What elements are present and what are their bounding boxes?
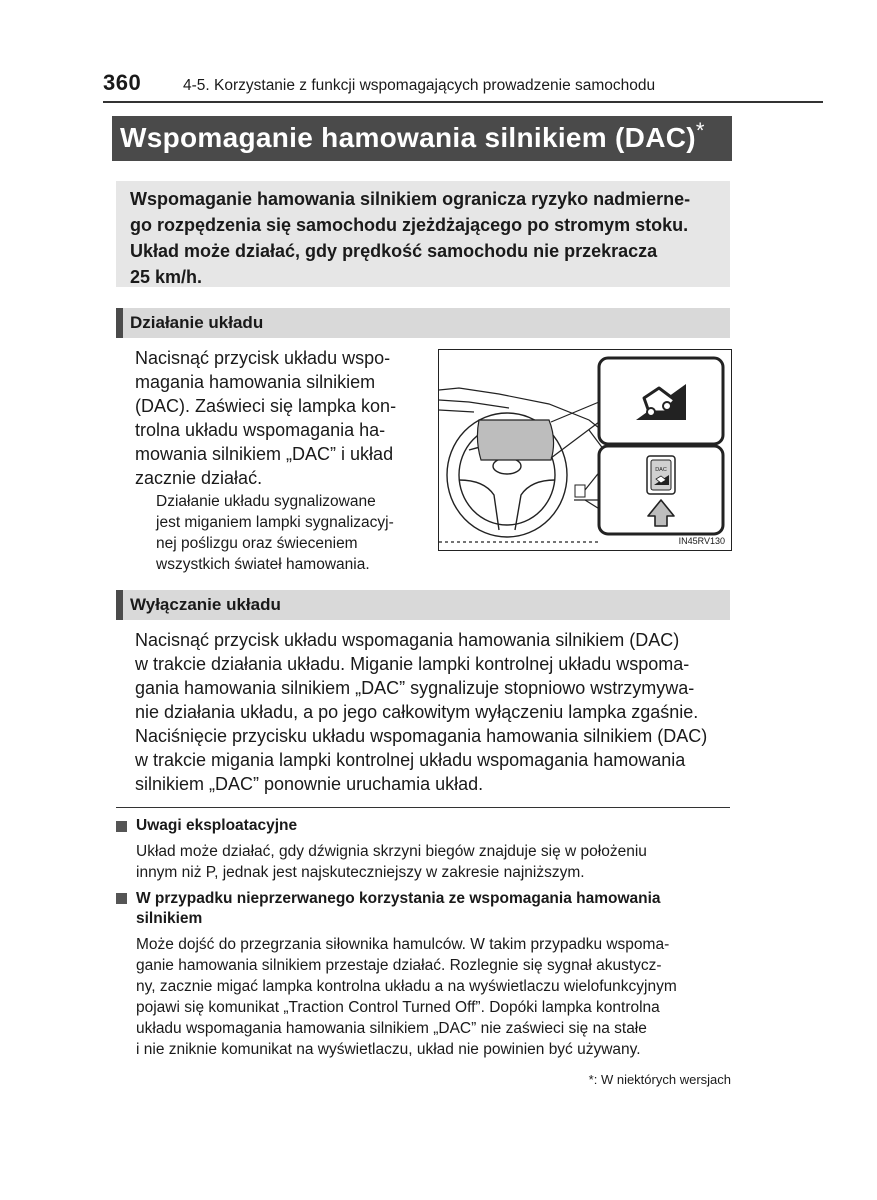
square-bullet-icon bbox=[116, 821, 127, 832]
note-line: ny, zacznie migać lampka kontrolna układu a na wyświetlaczu wielofunkcyjnym bbox=[136, 978, 677, 995]
dashboard-illustration bbox=[439, 350, 731, 550]
note-heading-line: W przypadku nieprzerwanego korzystania ze wspomagania hamowania bbox=[136, 890, 661, 907]
body-line: gania hamowania silnikiem „DAC” sygnalizuje stopniowo wstrzymywa- bbox=[135, 678, 695, 698]
body-line: magania hamowania silnikiem bbox=[135, 372, 376, 392]
note-line: pojawi się komunikat „Traction Control Turned Off”. Dopóki lampka kontrolna bbox=[136, 999, 660, 1016]
body-line: nie działania układu, a po jego całkowitym wyłączeniu lampka zgaśnie. bbox=[135, 702, 699, 722]
intro-line: Układ może działać, gdy prędkość samochodu nie przekracza bbox=[130, 241, 658, 261]
intro-line: Wspomaganie hamowania silnikiem ogranicza ryzyko nadmierne- bbox=[130, 189, 691, 209]
body-line: trolna układu wspomagania ha- bbox=[135, 420, 386, 440]
note-body bbox=[136, 934, 730, 1060]
section-accent bbox=[116, 590, 123, 620]
section-title-operation: Działanie układu bbox=[130, 313, 264, 332]
body-line: mowania silnikiem „DAC” i układ bbox=[135, 444, 394, 464]
section1-body bbox=[135, 346, 422, 490]
body-line: Nacisnąć przycisk układu wspo- bbox=[135, 348, 391, 368]
page-title bbox=[120, 118, 705, 154]
notes-rule bbox=[116, 807, 730, 808]
section2-body bbox=[135, 628, 731, 796]
note-heading: Uwagi eksploatacyjne bbox=[136, 817, 298, 834]
note-line: Układ może działać, gdy dźwignia skrzyni biegów znajduje się w położeniu bbox=[136, 843, 647, 860]
note-body bbox=[136, 841, 730, 883]
dashboard-figure bbox=[438, 349, 732, 551]
note-heading-line: silnikiem bbox=[136, 910, 203, 927]
section-title-disable: Wyłączanie układu bbox=[130, 595, 281, 614]
page-number: 360 bbox=[103, 70, 142, 95]
note-line: ganie hamowania silnikiem przestaje działać. Rozlegnie się sygnał akustycz- bbox=[136, 957, 662, 974]
footnote: *: W niektórych wersjach bbox=[588, 1072, 731, 1087]
intro-line: go rozpędzenia się samochodu zjeżdżającego po stromym stoku. bbox=[130, 215, 689, 235]
note-heading bbox=[136, 889, 730, 929]
section1-note bbox=[156, 491, 422, 575]
body-line: Nacisnąć przycisk układu wspomagania hamowania silnikiem (DAC) bbox=[135, 630, 680, 650]
note-line: układu wspomagania hamowania silnikiem „DAC” nie zaświeci się na stałe bbox=[136, 1020, 647, 1037]
body-line: w trakcie migania lampki kontrolnej układu wspomagania hamowania bbox=[135, 750, 686, 770]
note-line: Działanie układu sygnalizowane bbox=[156, 493, 376, 510]
section-accent bbox=[116, 308, 123, 338]
intro-text bbox=[130, 186, 715, 290]
dac-button-label: DAC bbox=[655, 467, 667, 473]
body-line: zacznie działać. bbox=[135, 468, 263, 488]
note-line: wszystkich świateł hamowania. bbox=[156, 556, 370, 573]
note-line: i nie zniknie komunikat na wyświetlaczu, układ nie powinien być używany. bbox=[136, 1041, 641, 1058]
chapter-title: 4-5. Korzystanie z funkcji wspomagających prowadzenie samochodu bbox=[183, 77, 656, 94]
note-line: Może dojść do przegrzania siłownika hamulców. W takim przypadku wspoma- bbox=[136, 936, 670, 953]
note-line: nej poślizgu oraz świeceniem bbox=[156, 535, 358, 552]
note-line: jest miganiem lampki sygnalizacyj- bbox=[156, 514, 394, 531]
body-line: w trakcie działania układu. Miganie lampki kontrolnej układu wspoma- bbox=[135, 654, 690, 674]
square-bullet-icon bbox=[116, 893, 127, 904]
note-line: innym niż P, jednak jest najskuteczniejszy w zakresie najniższym. bbox=[136, 864, 585, 881]
body-line: silnikiem „DAC” ponownie uruchamia układ. bbox=[135, 774, 484, 794]
intro-line: 25 km/h. bbox=[130, 267, 203, 287]
figure-code: IN45RV130 bbox=[678, 536, 725, 546]
page-title-text: Wspomaganie hamowania silnikiem (DAC) bbox=[120, 122, 696, 153]
body-line: Naciśnięcie przycisku układu wspomagania hamowania silnikiem (DAC) bbox=[135, 726, 708, 746]
header-rule bbox=[103, 101, 823, 103]
title-star: * bbox=[695, 118, 705, 143]
body-line: (DAC). Zaświeci się lampka kon- bbox=[135, 396, 397, 416]
